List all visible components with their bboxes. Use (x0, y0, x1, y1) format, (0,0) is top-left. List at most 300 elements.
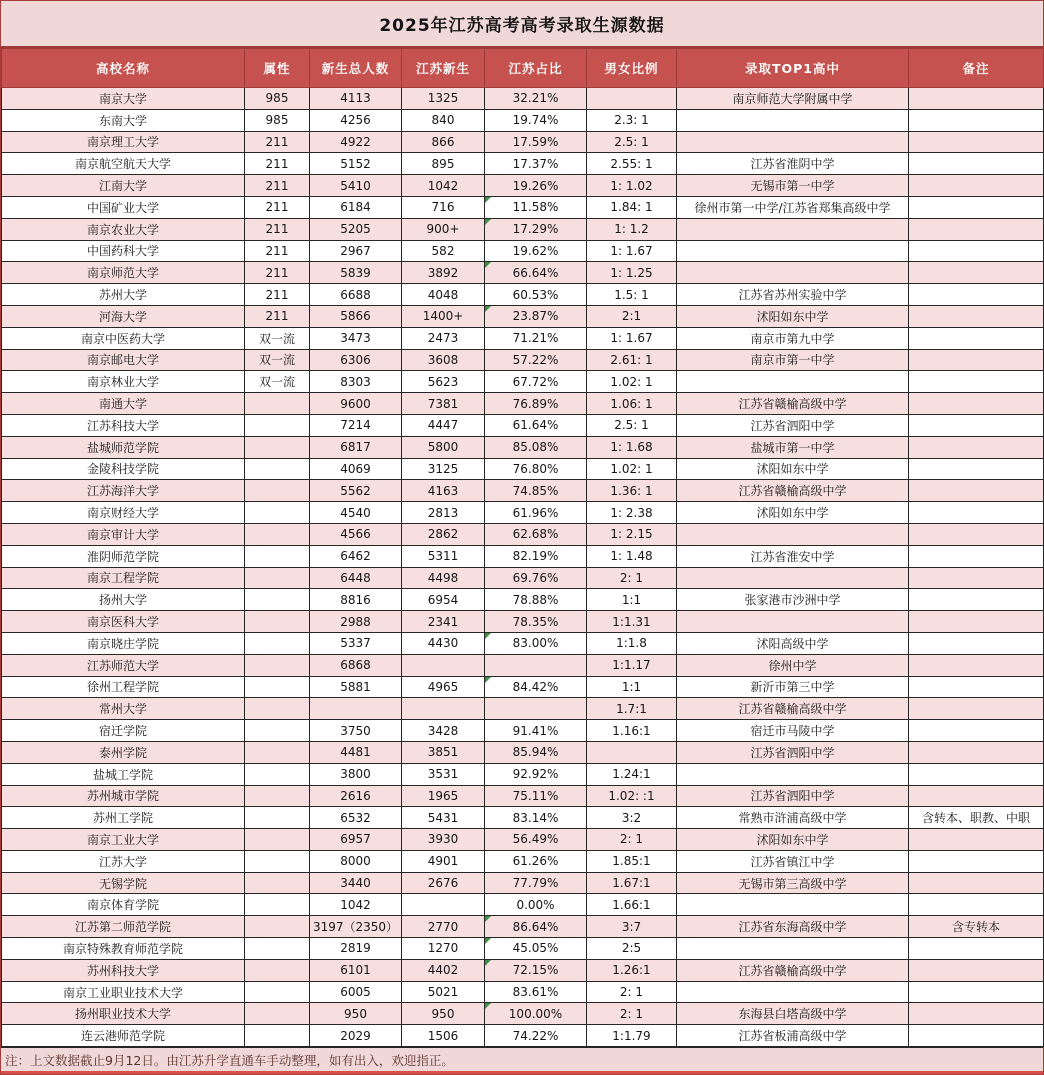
cell-jiangsu-freshmen: 2862 (402, 523, 485, 545)
cell-top1-highschool (677, 567, 909, 589)
cell-jiangsu-percent: 84.42% (485, 676, 587, 698)
cell-remarks (909, 436, 1044, 458)
cell-remarks: 含专转本 (909, 916, 1044, 938)
cell-school: 扬州职业技术大学 (2, 1003, 245, 1025)
cell-jiangsu-percent: 82.19% (485, 545, 587, 567)
cell-jiangsu-freshmen: 1965 (402, 785, 485, 807)
cell-jiangsu-freshmen: 3851 (402, 741, 485, 763)
cell-top1-highschool: 沭阳如东中学 (677, 305, 909, 327)
cell-jiangsu-freshmen: 5431 (402, 807, 485, 829)
table-row (2, 981, 1044, 1003)
cell-school: 苏州城市学院 (2, 785, 245, 807)
cell-school: 盐城工学院 (2, 763, 245, 785)
cell-attribute (245, 938, 310, 960)
table-row (2, 153, 1044, 175)
cell-attribute (245, 1025, 310, 1047)
cell-jiangsu-freshmen: 4447 (402, 414, 485, 436)
cell-school: 南京特殊教育师范学院 (2, 938, 245, 960)
cell-school: 东南大学 (2, 109, 245, 131)
cell-gender-ratio: 1.06: 1 (587, 393, 677, 415)
cell-attribute (245, 850, 310, 872)
cell-school: 苏州工学院 (2, 807, 245, 829)
cell-total-freshmen: 8816 (310, 589, 402, 611)
cell-school: 江苏科技大学 (2, 414, 245, 436)
cell-total-freshmen: 6306 (310, 349, 402, 371)
cell-attribute (245, 414, 310, 436)
cell-attribute (245, 741, 310, 763)
footnote-text: 注：上文数据截止9月12日。由江苏升学直通车手动整理，如有出入，欢迎指正。 (5, 1052, 454, 1068)
cell-jiangsu-percent: 17.37% (485, 153, 587, 175)
cell-attribute (245, 763, 310, 785)
cell-top1-highschool: 江苏省镇江中学 (677, 850, 909, 872)
cell-attribute (245, 807, 310, 829)
cell-jiangsu-percent: 71.21% (485, 327, 587, 349)
cell-jiangsu-percent: 45.05% (485, 938, 587, 960)
table-row (2, 218, 1044, 240)
cell-total-freshmen: 8000 (310, 850, 402, 872)
cell-gender-ratio (587, 88, 677, 110)
cell-gender-ratio: 2:5 (587, 938, 677, 960)
cell-jiangsu-freshmen: 4901 (402, 850, 485, 872)
cell-attribute: 211 (245, 305, 310, 327)
cell-remarks (909, 894, 1044, 916)
cell-total-freshmen: 2616 (310, 785, 402, 807)
cell-total-freshmen: 4922 (310, 131, 402, 153)
cell-jiangsu-freshmen: 5800 (402, 436, 485, 458)
cell-attribute: 985 (245, 109, 310, 131)
cell-school: 扬州大学 (2, 589, 245, 611)
cell-total-freshmen: 5410 (310, 175, 402, 197)
cell-jiangsu-percent: 19.26% (485, 175, 587, 197)
cell-total-freshmen: 6005 (310, 981, 402, 1003)
cell-top1-highschool: 南京市第一中学 (677, 349, 909, 371)
col-header-attribute: 属性 (245, 49, 310, 88)
cell-jiangsu-freshmen: 716 (402, 196, 485, 218)
cell-gender-ratio: 1: 1.25 (587, 262, 677, 284)
cell-gender-ratio: 1: 1.2 (587, 218, 677, 240)
col-header-total-freshmen: 新生总人数 (310, 49, 402, 88)
cell-remarks (909, 88, 1044, 110)
cell-gender-ratio: 2.3: 1 (587, 109, 677, 131)
cell-remarks (909, 327, 1044, 349)
cell-school: 徐州工程学院 (2, 676, 245, 698)
cell-total-freshmen: 5337 (310, 632, 402, 654)
cell-top1-highschool: 沭阳高级中学 (677, 632, 909, 654)
cell-remarks (909, 1003, 1044, 1025)
cell-remarks (909, 741, 1044, 763)
table-row (2, 872, 1044, 894)
table-row (2, 1025, 1044, 1047)
cell-school: 南京师范大学 (2, 262, 245, 284)
cell-attribute: 双一流 (245, 349, 310, 371)
table-row (2, 916, 1044, 938)
cell-jiangsu-percent: 17.29% (485, 218, 587, 240)
cell-jiangsu-percent: 57.22% (485, 349, 587, 371)
cell-school: 江南大学 (2, 175, 245, 197)
cell-top1-highschool: 张家港市沙洲中学 (677, 589, 909, 611)
cell-school: 江苏师范大学 (2, 654, 245, 676)
cell-remarks (909, 305, 1044, 327)
cell-school: 宿迁学院 (2, 720, 245, 742)
col-header-remarks: 备注 (909, 49, 1044, 88)
cell-attribute: 985 (245, 88, 310, 110)
cell-attribute: 211 (245, 196, 310, 218)
cell-remarks (909, 632, 1044, 654)
table-row (2, 632, 1044, 654)
cell-school: 苏州大学 (2, 284, 245, 306)
cell-attribute (245, 916, 310, 938)
cell-jiangsu-percent: 23.87% (485, 305, 587, 327)
cell-attribute (245, 698, 310, 720)
cell-gender-ratio: 2: 1 (587, 829, 677, 851)
cell-jiangsu-percent: 19.74% (485, 109, 587, 131)
cell-jiangsu-freshmen: 4430 (402, 632, 485, 654)
table-row (2, 196, 1044, 218)
cell-remarks (909, 153, 1044, 175)
cell-jiangsu-freshmen: 2473 (402, 327, 485, 349)
cell-top1-highschool (677, 981, 909, 1003)
cell-total-freshmen: 6448 (310, 567, 402, 589)
cell-school: 南京审计大学 (2, 523, 245, 545)
cell-total-freshmen: 6462 (310, 545, 402, 567)
table-row (2, 414, 1044, 436)
table-row (2, 371, 1044, 393)
cell-school: 南京晓庄学院 (2, 632, 245, 654)
cell-jiangsu-freshmen: 840 (402, 109, 485, 131)
table-row (2, 305, 1044, 327)
cell-remarks (909, 480, 1044, 502)
cell-gender-ratio: 2: 1 (587, 981, 677, 1003)
cell-jiangsu-percent (485, 698, 587, 720)
cell-gender-ratio: 3:7 (587, 916, 677, 938)
cell-jiangsu-percent: 85.08% (485, 436, 587, 458)
cell-jiangsu-freshmen: 866 (402, 131, 485, 153)
cell-remarks (909, 698, 1044, 720)
col-header-jiangsu-freshmen: 江苏新生 (402, 49, 485, 88)
cell-total-freshmen: 2988 (310, 611, 402, 633)
cell-school: 南京工业职业技术大学 (2, 981, 245, 1003)
cell-jiangsu-freshmen: 2341 (402, 611, 485, 633)
cell-jiangsu-percent: 78.35% (485, 611, 587, 633)
cell-top1-highschool (677, 894, 909, 916)
cell-jiangsu-freshmen: 582 (402, 240, 485, 262)
cell-top1-highschool (677, 131, 909, 153)
cell-jiangsu-percent: 61.96% (485, 502, 587, 524)
cell-top1-highschool: 无锡市第一中学 (677, 175, 909, 197)
cell-total-freshmen: 8303 (310, 371, 402, 393)
cell-school: 中国药科大学 (2, 240, 245, 262)
cell-total-freshmen: 3440 (310, 872, 402, 894)
cell-jiangsu-freshmen: 2676 (402, 872, 485, 894)
cell-gender-ratio: 1: 1.67 (587, 240, 677, 262)
cell-gender-ratio: 1.16:1 (587, 720, 677, 742)
cell-gender-ratio: 1:1.8 (587, 632, 677, 654)
cell-school: 江苏大学 (2, 850, 245, 872)
cell-gender-ratio: 1:1.79 (587, 1025, 677, 1047)
cell-total-freshmen: 7214 (310, 414, 402, 436)
cell-top1-highschool: 东海县白塔高级中学 (677, 1003, 909, 1025)
cell-school: 河海大学 (2, 305, 245, 327)
cell-top1-highschool: 常熟市浒浦高级中学 (677, 807, 909, 829)
cell-gender-ratio: 2.61: 1 (587, 349, 677, 371)
table-row (2, 894, 1044, 916)
cell-remarks (909, 545, 1044, 567)
cell-attribute: 211 (245, 175, 310, 197)
cell-jiangsu-percent: 69.76% (485, 567, 587, 589)
cell-attribute: 211 (245, 218, 310, 240)
cell-top1-highschool (677, 763, 909, 785)
cell-school: 南京理工大学 (2, 131, 245, 153)
cell-jiangsu-freshmen: 3125 (402, 458, 485, 480)
cell-gender-ratio: 2: 1 (587, 1003, 677, 1025)
cell-gender-ratio: 1.5: 1 (587, 284, 677, 306)
cell-remarks (909, 196, 1044, 218)
cell-jiangsu-freshmen: 3608 (402, 349, 485, 371)
cell-jiangsu-freshmen: 4048 (402, 284, 485, 306)
cell-jiangsu-percent: 72.15% (485, 959, 587, 981)
cell-jiangsu-freshmen: 4965 (402, 676, 485, 698)
cell-attribute (245, 720, 310, 742)
cell-remarks: 含转本、职教、中职 (909, 807, 1044, 829)
table-row (2, 829, 1044, 851)
cell-total-freshmen: 3473 (310, 327, 402, 349)
cell-gender-ratio: 1: 1.48 (587, 545, 677, 567)
cell-top1-highschool: 宿迁市马陵中学 (677, 720, 909, 742)
cell-attribute (245, 589, 310, 611)
cell-jiangsu-freshmen (402, 894, 485, 916)
cell-top1-highschool: 南京市第九中学 (677, 327, 909, 349)
cell-school: 金陵科技学院 (2, 458, 245, 480)
cell-top1-highschool: 徐州市第一中学/江苏省郑集高级中学 (677, 196, 909, 218)
cell-remarks (909, 458, 1044, 480)
cell-remarks (909, 872, 1044, 894)
cell-attribute: 211 (245, 153, 310, 175)
cell-remarks (909, 676, 1044, 698)
cell-jiangsu-freshmen: 1325 (402, 88, 485, 110)
cell-remarks (909, 371, 1044, 393)
cell-attribute (245, 959, 310, 981)
page-title: 2025年江苏高考高考录取生源数据 (379, 16, 665, 36)
cell-attribute (245, 1003, 310, 1025)
cell-remarks (909, 829, 1044, 851)
cell-remarks (909, 218, 1044, 240)
cell-top1-highschool (677, 109, 909, 131)
cell-attribute: 双一流 (245, 327, 310, 349)
cell-total-freshmen: 6817 (310, 436, 402, 458)
col-header-jiangsu-percent: 江苏占比 (485, 49, 587, 88)
cell-attribute (245, 785, 310, 807)
cell-school: 南京林业大学 (2, 371, 245, 393)
cell-school: 无锡学院 (2, 872, 245, 894)
cell-remarks (909, 1025, 1044, 1047)
table-row (2, 523, 1044, 545)
cell-jiangsu-freshmen: 900+ (402, 218, 485, 240)
cell-total-freshmen: 4566 (310, 523, 402, 545)
table-row (2, 545, 1044, 567)
cell-total-freshmen: 6184 (310, 196, 402, 218)
cell-attribute (245, 981, 310, 1003)
cell-total-freshmen: 5562 (310, 480, 402, 502)
cell-gender-ratio: 1:1.31 (587, 611, 677, 633)
error-indicator-triangle-icon (485, 633, 491, 639)
cell-attribute (245, 894, 310, 916)
cell-remarks (909, 981, 1044, 1003)
cell-school: 江苏第二师范学院 (2, 916, 245, 938)
cell-total-freshmen: 5839 (310, 262, 402, 284)
cell-gender-ratio: 1.7:1 (587, 698, 677, 720)
cell-gender-ratio (587, 741, 677, 763)
table-row (2, 959, 1044, 981)
cell-remarks (909, 567, 1044, 589)
cell-remarks (909, 393, 1044, 415)
cell-school: 南京财经大学 (2, 502, 245, 524)
cell-remarks (909, 523, 1044, 545)
cell-gender-ratio: 1.02: 1 (587, 458, 677, 480)
cell-jiangsu-freshmen: 3892 (402, 262, 485, 284)
cell-remarks (909, 349, 1044, 371)
cell-jiangsu-freshmen: 1400+ (402, 305, 485, 327)
table-row (2, 109, 1044, 131)
cell-school: 盐城师范学院 (2, 436, 245, 458)
cell-school: 常州大学 (2, 698, 245, 720)
cell-jiangsu-percent: 32.21% (485, 88, 587, 110)
cell-attribute (245, 567, 310, 589)
cell-gender-ratio: 1:1 (587, 589, 677, 611)
cell-school: 苏州科技大学 (2, 959, 245, 981)
cell-remarks (909, 938, 1044, 960)
cell-jiangsu-percent: 100.00% (485, 1003, 587, 1025)
cell-remarks (909, 611, 1044, 633)
cell-total-freshmen: 5866 (310, 305, 402, 327)
cell-total-freshmen: 1042 (310, 894, 402, 916)
cell-total-freshmen: 4113 (310, 88, 402, 110)
cell-jiangsu-percent: 92.92% (485, 763, 587, 785)
cell-top1-highschool (677, 218, 909, 240)
cell-school: 淮阴师范学院 (2, 545, 245, 567)
cell-top1-highschool: 江苏省泗阳中学 (677, 785, 909, 807)
cell-top1-highschool (677, 262, 909, 284)
cell-jiangsu-freshmen: 3531 (402, 763, 485, 785)
table-row (2, 284, 1044, 306)
cell-jiangsu-freshmen: 4163 (402, 480, 485, 502)
cell-total-freshmen: 950 (310, 1003, 402, 1025)
cell-gender-ratio: 1:1.17 (587, 654, 677, 676)
error-indicator-triangle-icon (485, 306, 491, 312)
cell-gender-ratio: 1.02: 1 (587, 371, 677, 393)
cell-school: 连云港师范学院 (2, 1025, 245, 1047)
cell-jiangsu-percent: 76.89% (485, 393, 587, 415)
cell-jiangsu-percent: 74.22% (485, 1025, 587, 1047)
cell-gender-ratio: 1: 1.02 (587, 175, 677, 197)
table-row (2, 349, 1044, 371)
cell-remarks (909, 414, 1044, 436)
cell-attribute (245, 611, 310, 633)
cell-jiangsu-freshmen: 950 (402, 1003, 485, 1025)
table-row (2, 262, 1044, 284)
cell-gender-ratio: 1:1 (587, 676, 677, 698)
cell-total-freshmen: 6688 (310, 284, 402, 306)
cell-attribute (245, 436, 310, 458)
cell-jiangsu-freshmen: 3930 (402, 829, 485, 851)
col-header-school: 高校名称 (2, 49, 245, 88)
table-row (2, 502, 1044, 524)
table-row (2, 850, 1044, 872)
cell-remarks (909, 262, 1044, 284)
cell-jiangsu-percent: 62.68% (485, 523, 587, 545)
cell-jiangsu-percent: 19.62% (485, 240, 587, 262)
cell-jiangsu-freshmen: 3428 (402, 720, 485, 742)
cell-total-freshmen: 6532 (310, 807, 402, 829)
cell-school: 南京邮电大学 (2, 349, 245, 371)
cell-top1-highschool: 江苏省苏州实验中学 (677, 284, 909, 306)
cell-top1-highschool (677, 240, 909, 262)
cell-jiangsu-percent: 0.00% (485, 894, 587, 916)
cell-top1-highschool: 新沂市第三中学 (677, 676, 909, 698)
title-bar (1, 1, 1043, 48)
cell-gender-ratio: 2:1 (587, 305, 677, 327)
cell-school: 江苏海洋大学 (2, 480, 245, 502)
table-row (2, 393, 1044, 415)
error-indicator-triangle-icon (485, 219, 491, 225)
cell-school: 中国矿业大学 (2, 196, 245, 218)
table-row (2, 785, 1044, 807)
table-row (2, 698, 1044, 720)
col-header-gender-ratio: 男女比例 (587, 49, 677, 88)
cell-jiangsu-freshmen: 895 (402, 153, 485, 175)
cell-jiangsu-percent: 11.58% (485, 196, 587, 218)
table-row (2, 567, 1044, 589)
cell-school: 南京医科大学 (2, 611, 245, 633)
table-row (2, 763, 1044, 785)
cell-attribute: 211 (245, 131, 310, 153)
error-indicator-triangle-icon (485, 916, 491, 922)
cell-top1-highschool (677, 523, 909, 545)
cell-remarks (909, 502, 1044, 524)
cell-remarks (909, 284, 1044, 306)
cell-jiangsu-freshmen: 2813 (402, 502, 485, 524)
cell-top1-highschool (677, 938, 909, 960)
table-row (2, 720, 1044, 742)
cell-total-freshmen: 4481 (310, 741, 402, 763)
cell-total-freshmen: 5152 (310, 153, 402, 175)
cell-top1-highschool: 江苏省泗阳中学 (677, 414, 909, 436)
cell-total-freshmen: 4540 (310, 502, 402, 524)
cell-total-freshmen: 6101 (310, 959, 402, 981)
cell-gender-ratio: 1.84: 1 (587, 196, 677, 218)
cell-attribute: 211 (245, 262, 310, 284)
cell-attribute (245, 872, 310, 894)
cell-gender-ratio: 1: 2.15 (587, 523, 677, 545)
cell-top1-highschool: 江苏省赣榆高级中学 (677, 698, 909, 720)
cell-jiangsu-freshmen (402, 654, 485, 676)
cell-total-freshmen: 5205 (310, 218, 402, 240)
cell-attribute (245, 829, 310, 851)
cell-total-freshmen: 2819 (310, 938, 402, 960)
table-row (2, 938, 1044, 960)
cell-jiangsu-percent: 83.61% (485, 981, 587, 1003)
error-indicator-triangle-icon (485, 960, 491, 966)
col-header-top1-highschool: 录取TOP1高中 (677, 49, 909, 88)
table-body (2, 88, 1044, 1047)
cell-top1-highschool: 江苏省淮安中学 (677, 545, 909, 567)
cell-jiangsu-freshmen: 5311 (402, 545, 485, 567)
cell-top1-highschool: 沭阳如东中学 (677, 829, 909, 851)
cell-gender-ratio: 1.24:1 (587, 763, 677, 785)
cell-gender-ratio: 2: 1 (587, 567, 677, 589)
cell-jiangsu-percent: 66.64% (485, 262, 587, 284)
cell-jiangsu-percent: 60.53% (485, 284, 587, 306)
error-indicator-triangle-icon (485, 677, 491, 683)
